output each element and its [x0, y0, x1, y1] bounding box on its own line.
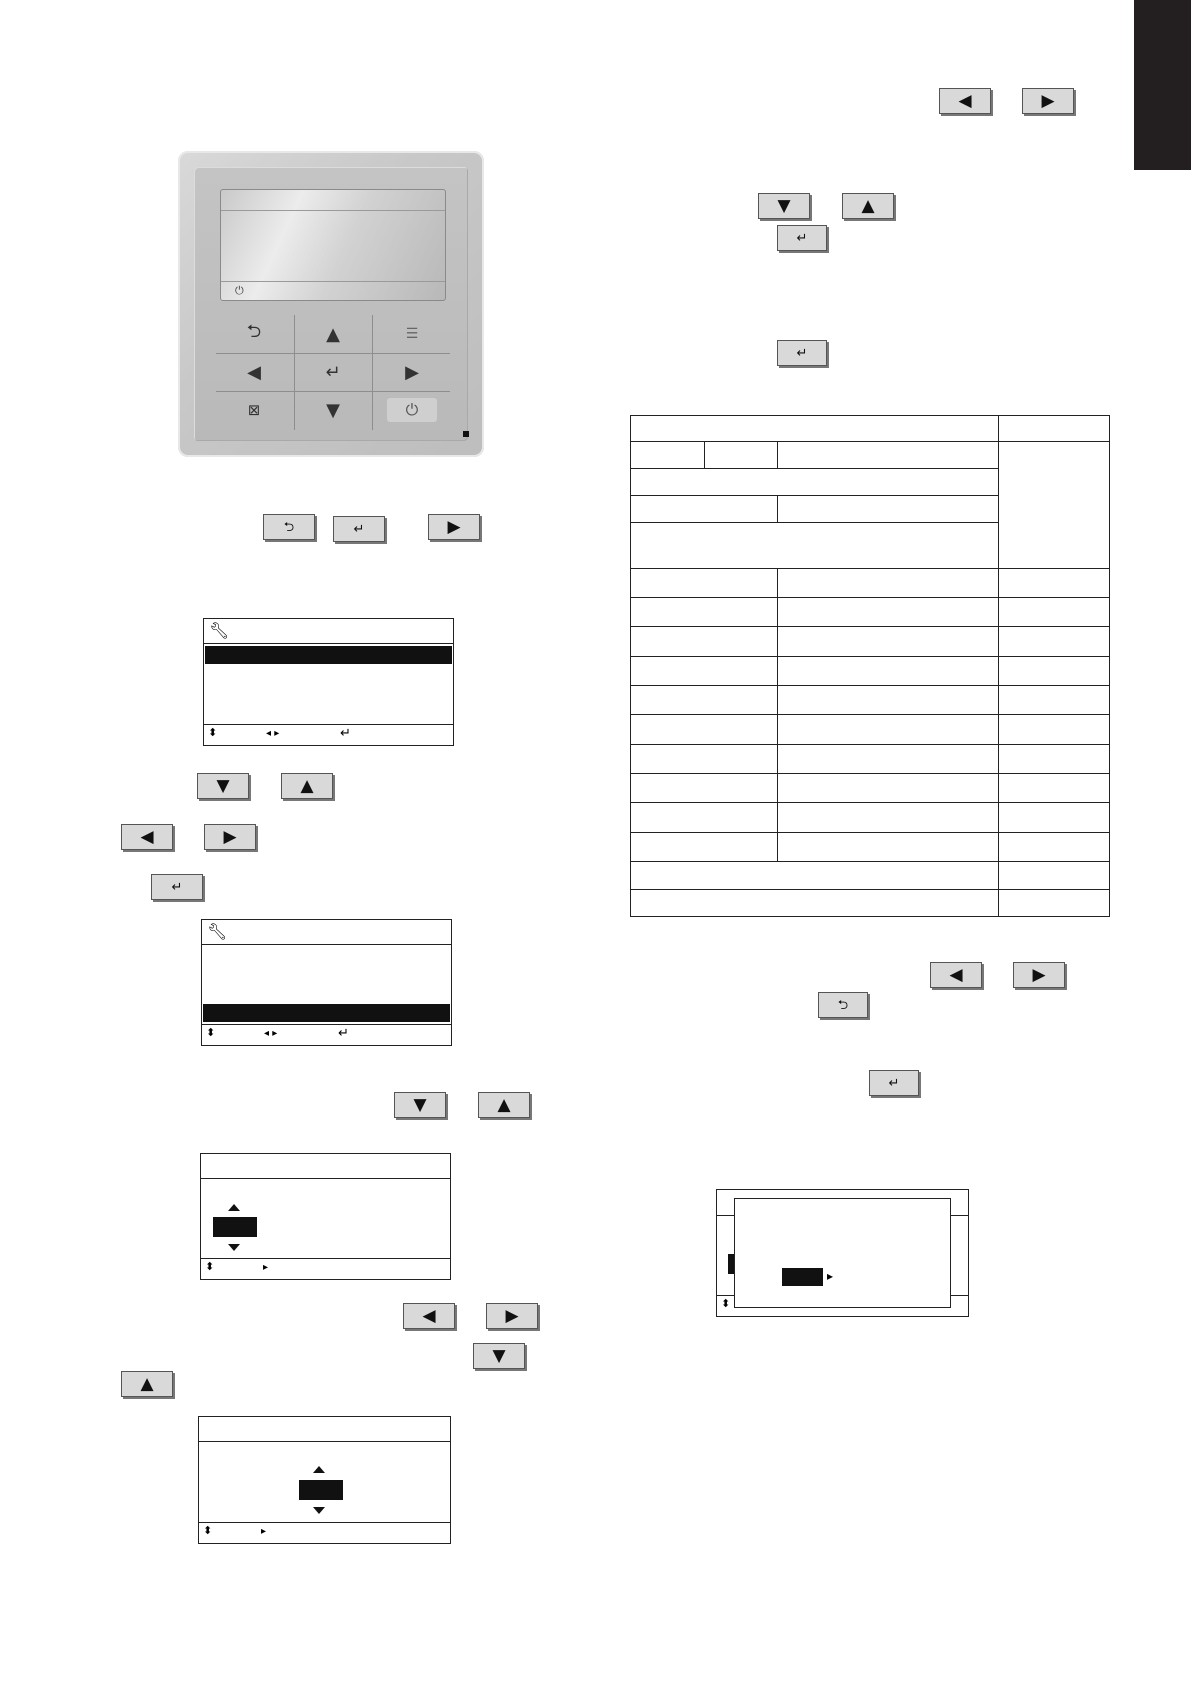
right-key[interactable] — [374, 354, 450, 390]
increase-arrow-icon — [228, 1204, 240, 1211]
left-right-icon: ◂ ▸ — [266, 728, 280, 739]
lcd-header — [199, 1417, 450, 1442]
back-button[interactable] — [818, 992, 868, 1018]
right-arrow-icon: ▸ — [261, 1526, 267, 1537]
lcd-header — [202, 920, 451, 945]
triangle-left-icon: ◀ — [422, 1305, 436, 1326]
wrench-icon: 🔧︎ — [209, 621, 230, 640]
back-icon: ⮌ — [246, 321, 262, 342]
lcd-panel-value-edit — [200, 1153, 451, 1280]
triangle-left-icon: ◀ — [958, 90, 972, 111]
down-button[interactable] — [197, 773, 249, 799]
lcd-bottom-bar — [221, 281, 445, 300]
right-button[interactable] — [1013, 962, 1065, 988]
status-led — [463, 431, 469, 437]
lcd-footer — [204, 724, 453, 745]
triangle-down-icon: ▼ — [777, 195, 791, 216]
power-status-icon: ⏻ — [235, 284, 244, 297]
enter-button[interactable] — [333, 516, 385, 542]
enter-key[interactable] — [295, 354, 371, 390]
menu-list-icon: ☰ — [405, 326, 419, 342]
right-button[interactable] — [1022, 88, 1074, 114]
up-down-icon: ⬍ — [205, 1260, 215, 1273]
up-key[interactable] — [295, 316, 371, 352]
decrease-arrow-icon — [313, 1507, 325, 1514]
schedule-key[interactable] — [216, 392, 292, 428]
back-key[interactable] — [216, 316, 292, 352]
left-button[interactable] — [939, 88, 991, 114]
right-button[interactable] — [204, 824, 256, 850]
wrench-icon: 🔧︎ — [207, 922, 228, 941]
left-button[interactable] — [121, 824, 173, 850]
lcd-panel-service-menu-2 — [201, 919, 452, 1046]
triangle-left-icon: ◀ — [140, 826, 154, 847]
enter-icon: ↵ — [796, 345, 808, 361]
enter-icon: ↵ — [340, 726, 351, 741]
selected-row[interactable] — [203, 1004, 450, 1022]
enter-icon: ↵ — [171, 879, 183, 895]
enter-icon: ↵ — [888, 1075, 900, 1091]
enter-button[interactable] — [151, 874, 203, 900]
schedule-icon: ⊠ — [247, 401, 261, 419]
triangle-down-icon: ▼ — [492, 1345, 506, 1366]
up-button[interactable] — [478, 1092, 530, 1118]
down-button[interactable] — [394, 1092, 446, 1118]
power-icon: ⏻ — [387, 398, 437, 422]
triangle-right-icon: ▶ — [447, 516, 461, 537]
remote-controller-illustration — [178, 151, 484, 457]
enter-icon: ↵ — [353, 521, 365, 537]
settings-table — [630, 415, 1110, 917]
section-tab — [1134, 0, 1191, 170]
decrease-arrow-icon — [228, 1244, 240, 1251]
lcd-confirm-dialog — [734, 1198, 951, 1308]
enter-button[interactable] — [777, 340, 827, 366]
triangle-up-icon: ▲ — [861, 195, 875, 216]
right-arrow-icon: ▸ — [263, 1262, 269, 1273]
triangle-right-icon: ▶ — [405, 361, 419, 383]
triangle-right-icon: ▶ — [505, 1305, 519, 1326]
back-icon: ⮌ — [837, 997, 849, 1013]
triangle-left-icon: ◀ — [949, 964, 963, 985]
power-key[interactable] — [374, 392, 450, 428]
up-down-icon: ⬍ — [721, 1297, 731, 1310]
up-down-icon: ⬍ — [208, 726, 218, 739]
selected-value-field[interactable] — [299, 1480, 343, 1500]
triangle-up-icon: ▲ — [300, 775, 314, 796]
triangle-down-icon: ▼ — [413, 1094, 427, 1115]
triangle-up-icon: ▲ — [326, 323, 340, 345]
lcd-header — [204, 619, 453, 644]
triangle-right-icon: ▶ — [1041, 90, 1055, 111]
triangle-left-icon: ◀ — [247, 361, 261, 383]
right-arrow-icon: ▸ — [827, 1269, 834, 1283]
enter-button[interactable] — [869, 1070, 919, 1096]
selected-option[interactable] — [782, 1268, 823, 1286]
controller-keypad — [216, 315, 450, 430]
back-button[interactable] — [263, 514, 315, 540]
enter-icon: ↵ — [796, 230, 808, 246]
up-button[interactable] — [842, 193, 894, 219]
selected-value-field[interactable] — [213, 1217, 257, 1237]
selected-row[interactable] — [205, 646, 452, 664]
back-icon: ⮌ — [283, 519, 295, 535]
enter-button[interactable] — [777, 225, 827, 251]
down-key[interactable] — [295, 392, 371, 428]
triangle-down-icon: ▼ — [326, 399, 340, 421]
lcd-footer — [199, 1522, 450, 1543]
controller-lcd-screen — [220, 189, 446, 301]
triangle-down-icon: ▼ — [216, 775, 230, 796]
left-key[interactable] — [216, 354, 292, 390]
triangle-right-icon: ▶ — [1032, 964, 1046, 985]
right-button[interactable] — [486, 1303, 538, 1329]
lcd-footer — [201, 1258, 450, 1279]
up-down-icon: ⬍ — [206, 1026, 216, 1039]
triangle-right-icon: ▶ — [223, 826, 237, 847]
enter-icon: ↵ — [325, 361, 341, 383]
down-button[interactable] — [473, 1343, 525, 1369]
lcd-panel-value-edit-2 — [198, 1416, 451, 1544]
left-right-icon: ◂ ▸ — [264, 1028, 278, 1039]
down-button[interactable] — [758, 193, 810, 219]
triangle-up-icon: ▲ — [497, 1094, 511, 1115]
controller-face — [194, 167, 468, 441]
increase-arrow-icon — [313, 1466, 325, 1473]
up-down-icon: ⬍ — [203, 1524, 213, 1537]
menu-key[interactable] — [374, 316, 450, 352]
lcd-header — [201, 1154, 450, 1179]
enter-icon: ↵ — [338, 1026, 349, 1041]
lcd-top-bar — [221, 190, 445, 211]
lcd-footer — [202, 1024, 451, 1045]
lcd-panel-service-menu — [203, 618, 454, 746]
right-button[interactable] — [428, 514, 480, 540]
up-button[interactable] — [121, 1371, 173, 1397]
up-button[interactable] — [281, 773, 333, 799]
left-button[interactable] — [403, 1303, 455, 1329]
left-button[interactable] — [930, 962, 982, 988]
triangle-up-icon: ▲ — [140, 1373, 154, 1394]
